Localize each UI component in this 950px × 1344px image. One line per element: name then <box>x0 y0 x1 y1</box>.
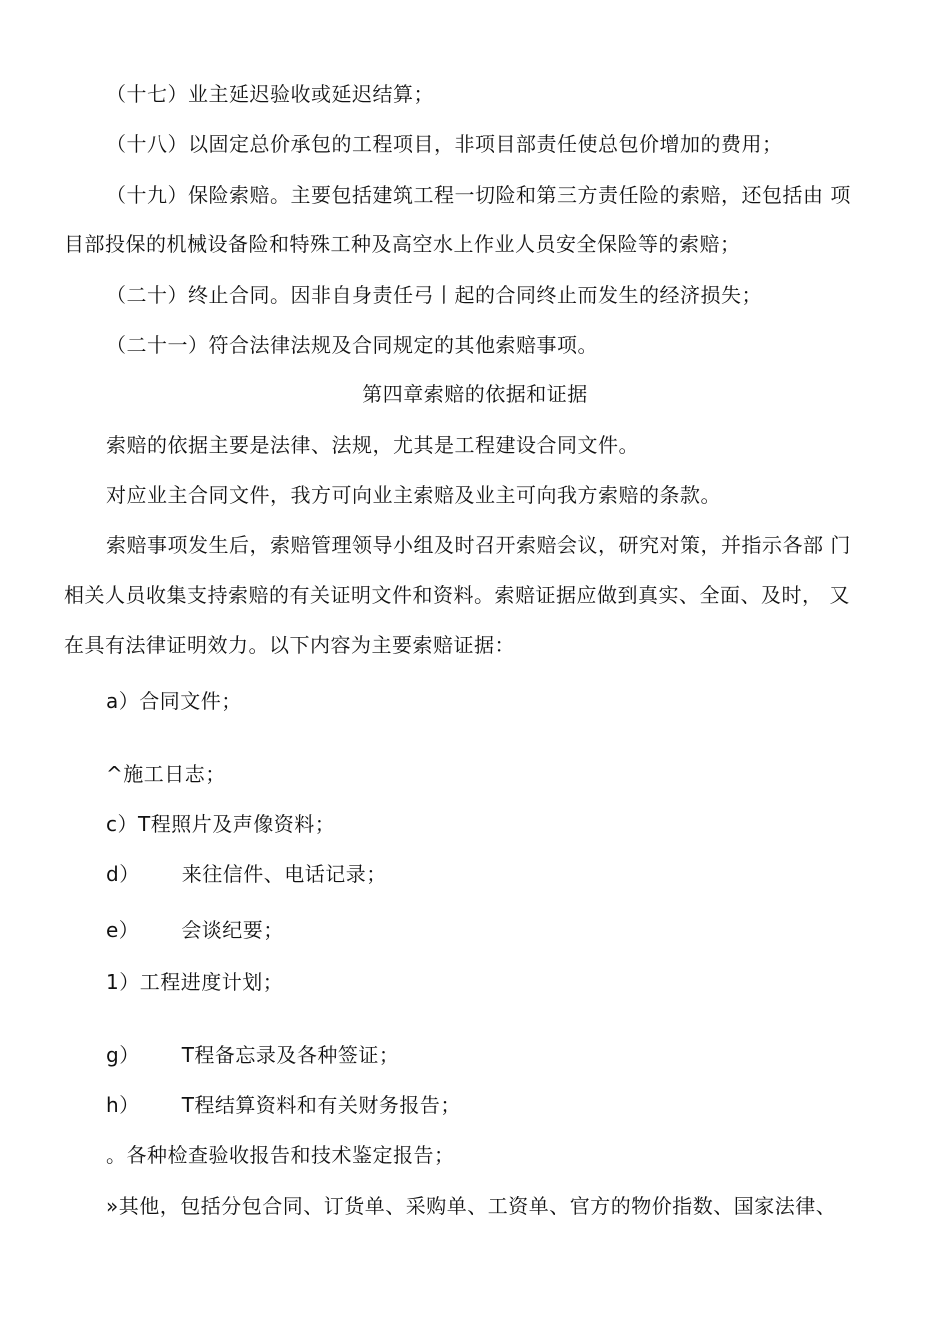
clause-17: （十七）业主延迟验收或延迟结算； <box>106 82 434 106</box>
evidence-marker: e） <box>106 918 140 942</box>
paragraph-procedure-line-1: 索赔事项发生后，索赔管理领导小组及时召开索赔会议，研究对策，并指示各部 门 <box>106 533 851 557</box>
evidence-text: 合同文件； <box>139 689 242 713</box>
evidence-text: 各种检查验收报告和技术鉴定报告； <box>126 1143 455 1167</box>
evidence-marker: d） <box>106 862 140 886</box>
evidence-item-a <box>106 687 242 715</box>
paragraph-basis: 索赔的依据主要是法律、法规，尤其是工程建设合同文件。 <box>106 433 639 457</box>
evidence-item-d <box>106 860 387 888</box>
evidence-item-b <box>106 760 226 788</box>
evidence-marker: 1） <box>106 970 140 994</box>
evidence-text: 工程进度计划； <box>139 970 284 994</box>
evidence-marker: h） <box>106 1093 140 1117</box>
clause-19-line-1: （十九）保险索赔。主要包括建筑工程一切险和第三方责任险的索赔，还包括由 项 <box>106 183 851 207</box>
evidence-item-j <box>106 1192 836 1220</box>
evidence-text: T程结算资料和有关财务报告； <box>181 1093 461 1117</box>
evidence-text: T程备忘录及各种签证； <box>181 1043 400 1067</box>
evidence-marker: a） <box>106 689 140 713</box>
paragraph-procedure-line-2: 相关人员收集支持索赔的有关证明文件和资料。索赔证据应做到真实、全面、及时， 又 <box>64 583 850 607</box>
chapter-heading: 第四章索赔的依据和证据 <box>362 382 588 406</box>
evidence-text: 会谈纪要； <box>181 918 284 942</box>
evidence-marker: g） <box>106 1043 140 1067</box>
clause-21: （二十一）符合法律法规及合同规定的其他索赔事项。 <box>106 333 598 357</box>
evidence-text: 来往信件、电话记录； <box>181 862 387 886</box>
clause-19-line-2: 目部投保的机械设备险和特殊工种及高空水上作业人员安全保险等的索赔； <box>64 232 741 256</box>
clause-20: （二十）终止合同。因非自身责任弓丨起的合同终止而发生的经济损失； <box>106 283 762 307</box>
paragraph-procedure-line-3: 在具有法律证明效力。以下内容为主要索赔证据： <box>64 633 515 657</box>
evidence-marker: ^ <box>106 762 124 786</box>
evidence-text: T程照片及声像资料； <box>138 812 336 836</box>
evidence-marker: » <box>106 1194 119 1218</box>
evidence-marker: 。 <box>106 1143 127 1167</box>
clause-18: （十八）以固定总价承包的工程项目，非项目部责任使总包价增加的费用； <box>106 132 783 156</box>
evidence-item-f <box>106 968 283 996</box>
paragraph-clauses: 对应业主合同文件，我方可向业主索赔及业主可向我方索赔的条款。 <box>106 483 721 507</box>
evidence-item-c <box>106 810 335 838</box>
evidence-text: 施工日志； <box>123 762 226 786</box>
evidence-text: 其他，包括分包合同、订货单、采购单、工资单、官方的物价指数、国家法律、 <box>118 1194 837 1218</box>
evidence-item-h <box>106 1091 461 1119</box>
evidence-marker: c） <box>106 812 138 836</box>
evidence-item-e <box>106 916 284 944</box>
evidence-item-i <box>106 1141 455 1169</box>
evidence-item-g <box>106 1041 399 1069</box>
